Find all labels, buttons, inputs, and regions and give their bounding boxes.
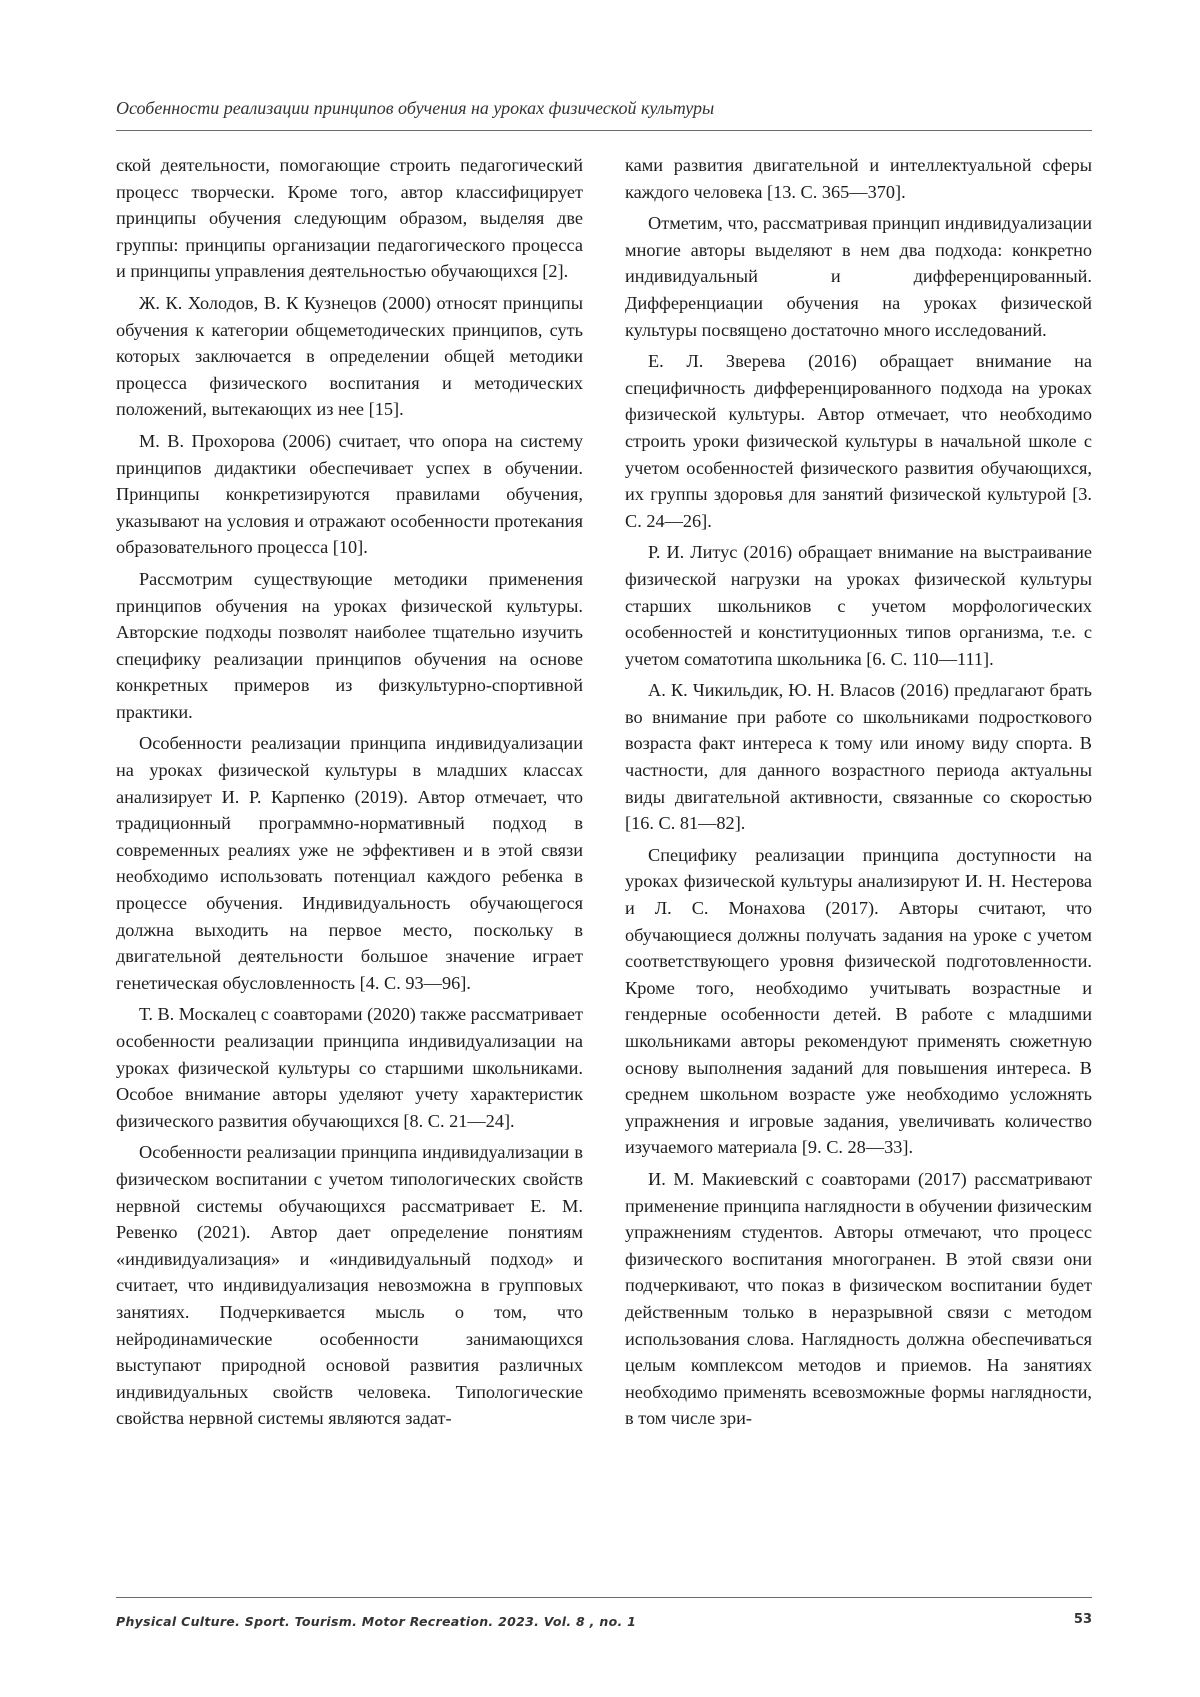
header-rule <box>116 130 1092 131</box>
paragraph: Ж. К. Холодов, В. К Кузнецов (2000) относят принципы обучения к категории общеметодических принципов, суть которых заключается в определении общей методики процесса физического воспитания и методических положений, вытекающих из нее [15]. <box>116 292 583 420</box>
paragraph: Специфику реализации принципа доступности на уроках физической культуры анализируют И. Н. Нестерова и Л. С. Монахова (2017). Авторы считают, что обучающиеся должны получать задания на уроке с учетом соответствующего уровня физической подготовленности. Кроме того, необходимо учитывать возрастные и гендерные особенности детей. В работе с младшими школьниками авторы рекомендуют применять сюжетную основу выполнения заданий для повышения интереса. В среднем школьном возрасте уже необходимо усложнять упражнения и игровые задания, увеличивать количество изучаемого материала [9. С. 28—33]. <box>625 844 1092 1158</box>
footer-rule <box>116 1597 1092 1598</box>
page-number: 53 <box>1073 1612 1092 1627</box>
paragraph: А. К. Чикильдик, Ю. Н. Власов (2016) предлагают брать во внимание при работе со школьниками подросткового возраста факт интереса к тому или иному виду спорта. В частности, для данного возрастного периода актуальны виды двигательной активности, связанные со скоростью [16. С. 81—82]. <box>625 680 1092 834</box>
paragraph-continuation: ской деятельности, помогающие строить педагогический процесс творчески. Кроме того, автор классифицирует принципы обучения следующим образом, выделяя две группы: принципы организации педагогического процесса и принципы управления деятельностью обучающихся [2]. <box>116 155 583 282</box>
paragraph: Отметим, что, рассматривая принцип индивидуализации многие авторы выделяют в нем два подхода: конкретно индивидуальный и дифференцированный. Дифференциации обучения на уроках физической культуры посвящено достаточно много исследований. <box>625 213 1092 340</box>
paragraph: Т. В. Москалец с соавторами (2020) также рассматривает особенности реализации принципа индивидуализации на уроках физической культуры со старшими школьниками. Особое внимание авторы уделяют учету характеристик физического развития обучающихся [8. С. 21—24]. <box>116 1004 583 1131</box>
paragraph-continuation: ками развития двигательной и интеллектуальной сферы каждого человека [13. С. 365—370]. <box>625 155 1092 202</box>
paragraph: М. В. Прохорова (2006) считает, что опора на систему принципов дидактики обеспечивает успех в обучении. Принципы конкретизируются правилами обучения, указывают на условия и отражают особенности протекания образовательного процесса [10]. <box>116 430 583 558</box>
left-column <box>116 152 583 1437</box>
paragraph: И. М. Макиевский с соавторами (2017) рассматривают применение принципа наглядности в обучении физическим упражнениям студентов. Авторы отмечают, что процесс физического воспитания многогранен. В этой связи они подчеркивают, что показ в физическом воспитании будет действенным только в неразрывной связи с методом использования слова. Наглядность должна обеспечиваться целым комплексом методов и приемов. На занятиях необходимо применять всевозможные формы наглядности, в том числе зри- <box>625 1168 1092 1429</box>
paragraph: Р. И. Литус (2016) обращает внимание на выстраивание физической нагрузки на уроках физической культуры старших школьников с учетом морфологических особенностей и конституционных типов организма, т.е. с учетом соматотипа школьника [6. С. 110—111]. <box>625 542 1092 669</box>
running-title: Особенности реализации принципов обучения на уроках физической культуры <box>116 98 715 118</box>
paragraph: Е. Л. Зверева (2016) обращает внимание на специфичность дифференцированного подхода на уроках физической культуры. Автор отмечает, что необходимо строить уроки физической культуры в начальной школе с учетом особенностей физического развития обучающихся, их группы здоровья для занятий физической культурой [3. С. 24—26]. <box>625 351 1092 531</box>
right-column <box>625 152 1092 1437</box>
journal-citation: Physical Culture. Sport. Tourism. Motor Recreation. 2023. Vol. 8 , no. 1 <box>116 1614 637 1629</box>
paragraph: Рассмотрим существующие методики применения принципов обучения на уроках физической культуры. Авторские подходы позволят наиболее тщательно изучить специфику реализации принципов обучения на основе конкретных примеров из физкультурно-спортивной практики. <box>116 568 583 722</box>
paragraph: Особенности реализации принципа индивидуализации в физическом воспитании с учетом типологических свойств нервной системы обучающихся рассматривает Е. М. Ревенко (2021). Автор дает определение понятиям «индивидуализация» и «индивидуальный подход» и считает, что индивидуализация невозможна в групповых занятиях. Подчеркивается мысль о том, что нейродинамические особенности занимающихся выступают природной основой развития различных индивидуальных свойств человека. Типологические свойства нервной системы являются задат- <box>116 1142 583 1429</box>
paragraph: Особенности реализации принципа индивидуализации на уроках физической культуры в младших классах анализирует И. Р. Карпенко (2019). Автор отмечает, что традиционный программно-нормативный подход в современных реалиях уже не эффективен и в этой связи необходимо использовать потенциал каждого ребенка в процессе обучения. Индивидуальность обучающегося должна выходить на первое место, поскольку в двигательной деятельности большое значение играет генетическая обусловленность [4. С. 93—96]. <box>116 733 583 993</box>
